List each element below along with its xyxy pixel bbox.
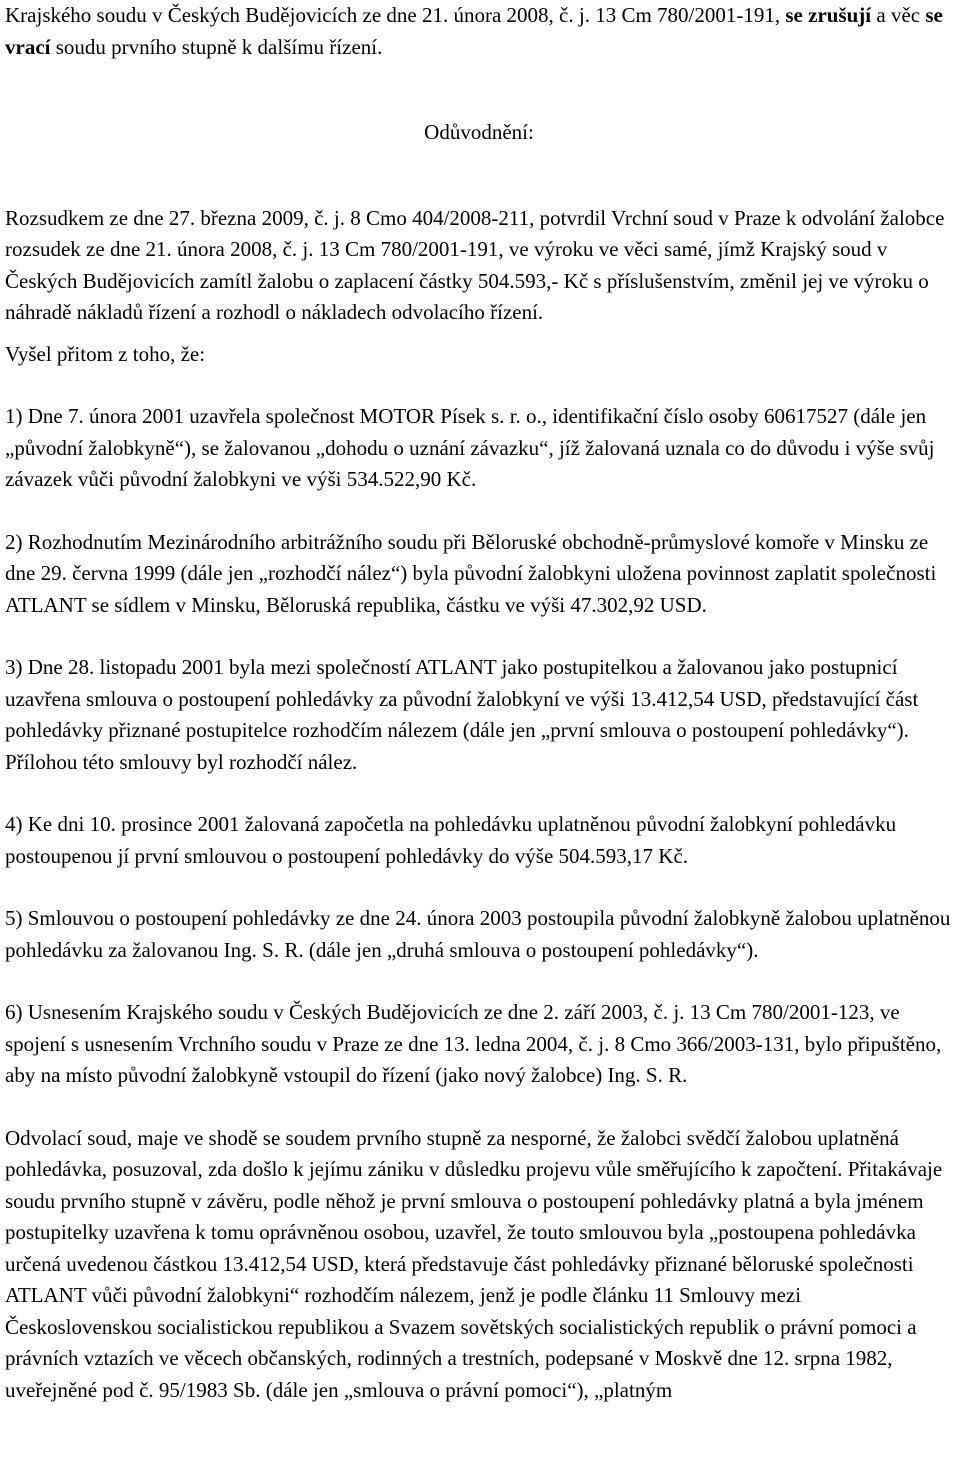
intro-bold-text: se zrušují (785, 3, 872, 27)
paragraph-facts-intro: Vyšel přitom z toho, že: (5, 341, 206, 366)
fact-item-5: 5) Smlouvou o postoupení pohledávky ze dne 24. února 2003 postoupila původní žalobkyně žalobou uplatněnou pohledávku za žalovanou Ing. S. R. (dále jen „druhá smlouva o postoupení pohledávky“). (5, 906, 951, 962)
fact-item-2: 2) Rozhodnutím Mezinárodního arbitrážního soudu při Běloruské obchodně-průmyslové komoře v Minsku ze dne 29. června 1999 (dále jen „rozhodčí nález“) byla původní žalobkyni uložena povinnost zaplatit společnosti ATLANT se sídlem v Minsku, Běloruská republika, částku ve výši 47.302,92 USD. (5, 529, 937, 617)
paragraph-appeal-court: Odvolací soud, maje ve shodě se soudem prvního stupně za nesporné, že žalobci svědčí žalobou uplatněná pohledávka, posuzoval, zda došlo k jejímu zániku v důsledku projevu vůle směřujícího k započtení. Přitakávaje soudu prvního stupně v závěru, podle něhož je první smlouva o postoupení pohledávky platná a byla jménem postupitelky uzavřena k tomu oprávněnou osobou, uzavřel, že touto smlouvou byla „postoupena pohledávka určená uvedenou částkou 13.412,54 USD, která představuje část pohledávky přiznané běloruské společnosti ATLANT vůči původní žalobkyni“ rozhodčím nálezem, jenž je podle článku 11 Smlouvy mezi Československou socialistickou republikou a Svazem sovětských socialistických republik o právní pomoci a právních vztazích ve věcech občanských, rodinných a trestních, podepsané v Moskvě dne 12. srpna 1982, uveřejněné pod č. 95/1983 Sb. (dále jen „smlouva o právní pomoci“), „platným (5, 1125, 943, 1402)
intro-text: Krajského soudu v Českých Budějovicích ze dne 21. února 2008, č. j. 13 Cm 780/2001-191, (5, 3, 786, 27)
fact-item-1: 1) Dne 7. února 2001 uzavřela společnost MOTOR Písek s. r. o., identifikační číslo osoby 60617527 (dále jen „původní žalobkyně“), se žalovanou „dohodu o uznání závazku“, jíž žalovaná uznala co do důvodu i výše svůj závazek vůči původní žalobkyni ve výši 534.522,90 Kč. (5, 404, 935, 491)
intro-text: a věc (871, 3, 926, 27)
intro-paragraph (5, 0, 953, 63)
fact-item-3: 3) Dne 28. listopadu 2001 byla mezi společností ATLANT jako postupitelkou a žalovanou jako postupnicí uzavřena smlouva o postoupení pohledávky za původní žalobkyní ve výši 13.412,54 USD, představující část pohledávky přiznané postupitelce rozhodčím nálezem (dále jen „první smlouva o postoupení pohledávky“). Přílohou této smlouvy byl rozhodčí nález. (5, 655, 919, 774)
section-heading: Odůvodnění: (424, 120, 534, 144)
fact-item-6: 6) Usnesením Krajského soudu v Českých Budějovicích ze dne 2. září 2003, č. j. 13 Cm 780/2001-123, ve spojení s usnesením Vrchního soudu v Praze ze dne 13. ledna 2004, č. j. 8 Cmo 366/2003-131, bylo připuštěno, aby na místo původní žalobkyně vstoupil do řízení (jako nový žalobce) Ing. S. R. (5, 1000, 942, 1087)
fact-item-4: 4) Ke dni 10. prosince 2001 žalovaná započetla na pohledávku uplatněnou původní žalobkyní pohledávku postoupenou jí první smlouvou o postoupení pohledávky do výše 504.593,17 Kč. (5, 812, 897, 868)
paragraph-judgment: Rozsudkem ze dne 27. března 2009, č. j. 8 Cmo 404/2008-211, potvrdil Vrchní soud v Praze k odvolání žalobce rozsudek ze dne 21. února 2008, č. j. 13 Cm 780/2001-191, ve výroku ve věci samé, jímž Krajský soud v Českých Budějovicích zamítl žalobu o zaplacení částky 504.593,- Kč s příslušenstvím, změnil jej ve výroku o náhradě nákladů řízení a rozhodl o nákladech odvolacího řízení. (5, 205, 945, 324)
document-page (5, 0, 953, 1406)
intro-text: soudu prvního stupně k dalšímu řízení. (50, 34, 383, 59)
intro-bold-text: se vrací (5, 3, 943, 59)
